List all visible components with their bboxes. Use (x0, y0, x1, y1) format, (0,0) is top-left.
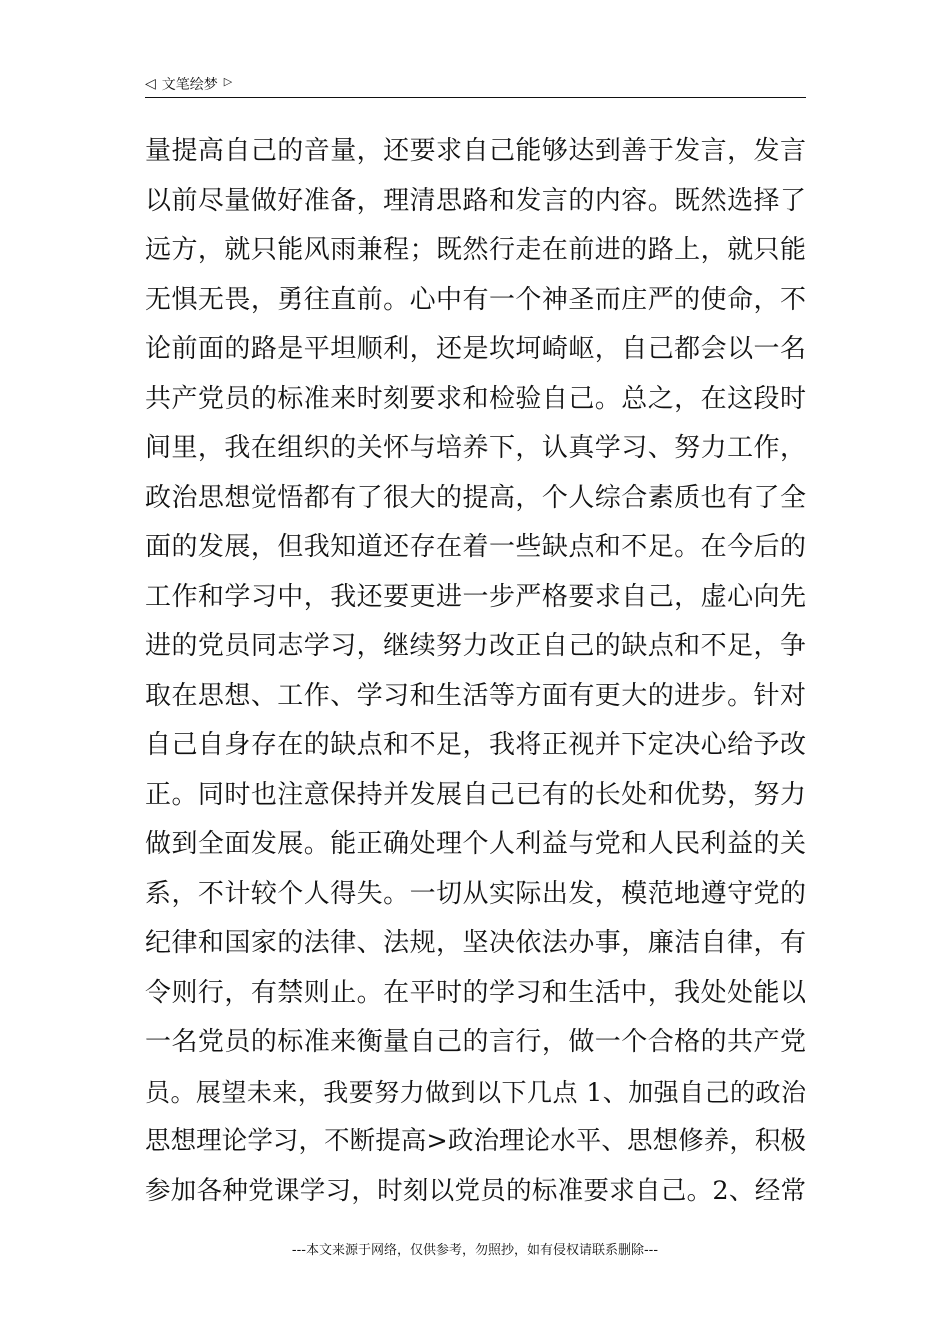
body-line: 自己自身存在的缺点和不足，我将正视并下定决心给予改 (145, 730, 806, 760)
body-line: 做到全面发展。能正确处理个人利益与党和人民利益的关 (145, 829, 806, 859)
body-line: 面的发展，但我知道还存在着一些缺点和不足。在今后的 (145, 532, 806, 562)
body-line: 工作和学习中，我还要更进一步严格要求自己，虚心向先 (145, 581, 806, 612)
body-line: 一名党员的标准来衡量自己的言行，做一个合格的共产党 (145, 1027, 806, 1057)
body-line: 政治思想觉悟都有了很大的提高，个人综合素质也有了全 (145, 482, 806, 513)
header-rule (145, 97, 806, 98)
body-line: 进的党员同志学习，继续努力改正自己的缺点和不足，争 (145, 631, 806, 661)
body-line: 共产党员的标准来时刻要求和检验自己。总之，在这段时 (145, 383, 806, 414)
body-line: 论前面的路是平坦顺利，还是坎坷崎岖，自己都会以一名 (145, 334, 806, 364)
body-line: 远方，就只能风雨兼程；既然行走在前进的路上，就只能 (145, 235, 806, 265)
body-line: 令则行，有禁则止。在平时的学习和生活中，我处处能以 (145, 977, 806, 1008)
body-line: 参加各种党课学习，时刻以党员的标准要求自己。2、经常 (145, 1175, 806, 1206)
header-title: 文笔绘梦 (161, 77, 218, 93)
body-line: 纪律和国家的法律、法规，坚决依法办事，廉洁自律，有 (145, 928, 806, 958)
body-line: 思想理论学习，不断提高>政治理论水平、思想修养，积极 (145, 1126, 806, 1156)
body-line: 员。展望未来，我要努力做到以下几点 1、加强自己的政治 (145, 1077, 806, 1107)
body-line: 取在思想、工作、学习和生活等方面有更大的进步。针对 (145, 680, 806, 711)
body-line: 以前尽量做好准备，理清思路和发言的内容。既然选择了 (145, 185, 806, 216)
left-triangle-icon: ◁ (145, 76, 156, 92)
body-text (145, 127, 806, 1216)
body-line: 间里，我在组织的关怀与培养下，认真学习、努力工作， (145, 433, 806, 463)
page-footer: ---本文来源于网络，仅供参考，勿照抄，如有侵权请联系删除--- (291, 1243, 659, 1258)
body-line: 系，不计较个人得失。一切从实际出发，模范地遵守党的 (145, 878, 806, 909)
body-line: 量提高自己的音量，还要求自己能够达到善于发言，发言 (145, 136, 806, 166)
right-triangle-icon: ▷ (223, 74, 233, 88)
body-line: 无惧无畏，勇往直前。心中有一个神圣而庄严的使命，不 (145, 284, 806, 315)
body-line: 正。同时也注意保持并发展自己已有的长处和优势，努力 (145, 779, 806, 810)
page-header (145, 72, 232, 96)
